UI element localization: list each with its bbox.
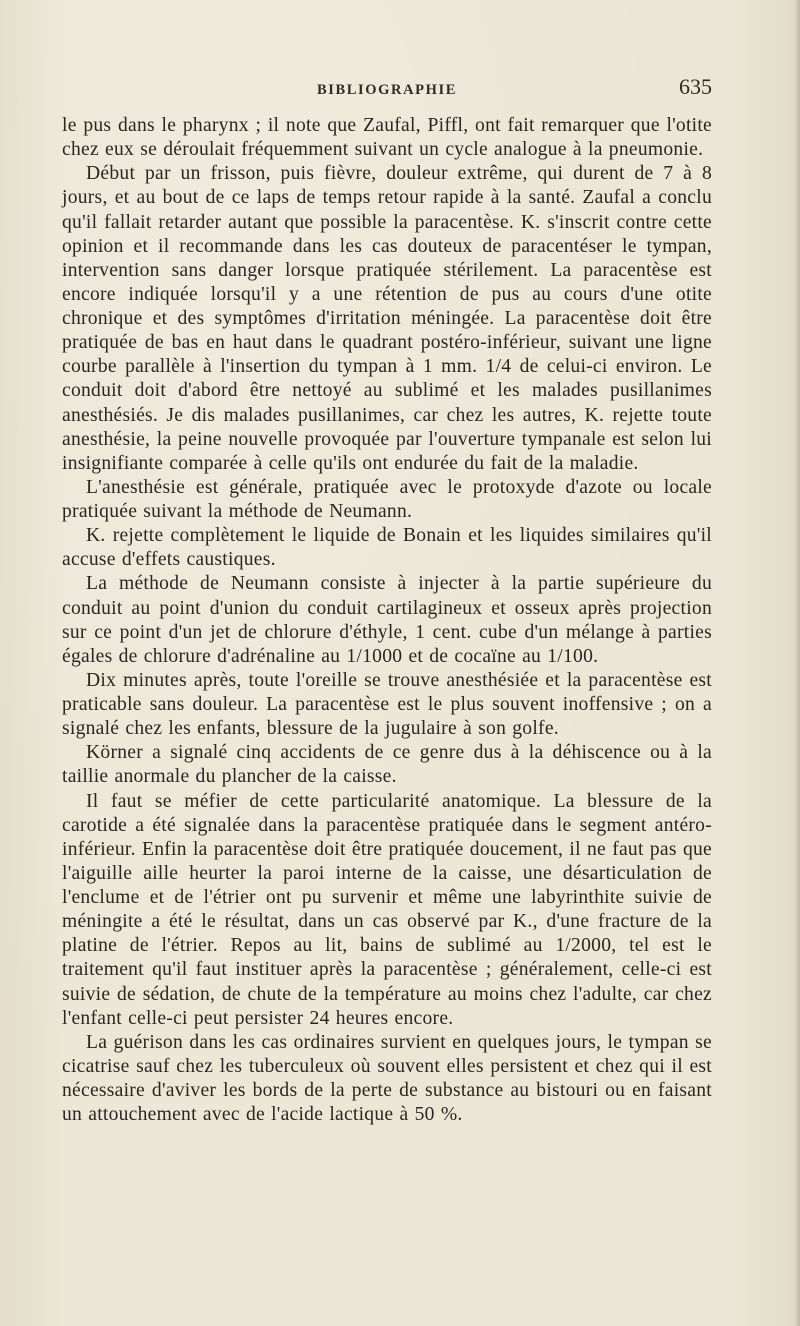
page-header xyxy=(62,72,712,106)
paragraph: L'anesthésie est générale, pratiquée avec le protoxyde d'azote ou locale pratiquée suivant la méthode de Neumann. xyxy=(62,476,712,522)
paragraph: Début par un frisson, puis fièvre, douleur extrême, qui durent de 7 à 8 jours, et au bout de ce laps de temps retour rapide à la santé. Zaufal a conclu qu'il fallait retarder autant que possible la paracentèse. K. s'inscrit contre cette opinion et il recommande dans les cas douteux de paracentéser le tympan, intervention sans danger lorsque pratiquée stérilement. La paracentèse est encore indiquée lorsqu'il y a une rétention de pus au cours d'une otite chronique et des symptômes d'irritation méningée. La paracentèse doit être pratiquée de bas en haut dans le quadrant postéro-inférieur, suivant une ligne courbe parallèle à l'insertion du tympan à 1 mm. 1/4 de celui-ci environ. Le conduit doit d'abord être nettoyé au sublimé et les malades pusillanimes anesthésiés. Je dis malades pusillanimes, car chez les autres, K. rejette toute anesthésie, la peine nouvelle provoquée par l'ouverture tympanale est selon lui insignifiante comparée à celle qu'ils ont endurée du fait de la maladie. xyxy=(62,163,712,474)
running-title: BIBLIOGRAPHIE xyxy=(316,82,458,98)
page-number: 635 xyxy=(679,74,712,99)
paragraph: Il faut se méfier de cette particularité anatomique. La blessure de la carotide a été signalée dans la paracentèse pratiquée dans le segment antéro-inférieur. Enfin la paracentèse doit être pratiquée doucement, il ne faut pas que l'aiguille aille heurter la paroi interne de la caisse, une désarticulation de l'enclume et de l'étrier ont pu survenir et même une labyrinthite suivie de méningite a été le résultat, dans un cas observé par K., d'une fracture de la platine de l'étrier. Repos au lit, bains de sublimé au 1/2000, tel est le traitement qu'il faut instituer après la paracentèse ; généralement, celle-ci est suivie de sédation, de chute de la température au moins chez l'adulte, car chez l'enfant celle-ci peut persister 24 heures encore. xyxy=(62,790,712,1029)
paragraph: Dix minutes après, toute l'oreille se trouve anesthésiée et la paracentèse est praticable sans douleur. La paracentèse est le plus souvent inoffensive ; on a signalé chez les enfants, blessure de la jugulaire à son golfe. xyxy=(62,669,712,740)
paragraph-continuation: le pus dans le pharynx ; il note que Zaufal, Piffl, ont fait remarquer que l'otite chez eux se déroulait fréquemment suivant un cycle analogue à la pneumonie. xyxy=(62,115,712,161)
page-edge-shadow xyxy=(794,0,800,1326)
body-text xyxy=(62,114,712,1127)
paragraph: Körner a signalé cinq accidents de ce genre dus à la déhiscence ou à la taillie anormale du plancher de la caisse. xyxy=(62,742,712,788)
paragraph: La guérison dans les cas ordinaires survient en quelques jours, le tympan se cicatrise sauf chez les tuberculeux où souvent elles persistent et chez qui il est nécessaire d'aviver les bords de la perte de substance au bistouri ou en faisant un attouchement avec de l'acide lactique à 50 %. xyxy=(62,1031,712,1126)
paragraph: K. rejette complètement le liquide de Bonain et les liquides similaires qu'il accuse d'effets caustiques. xyxy=(62,525,712,571)
paragraph: La méthode de Neumann consiste à injecter à la partie supérieure du conduit au point d'union du conduit cartilagineux et osseux après projection sur ce point d'un jet de chlorure d'éthyle, 1 cent. cube d'un mélange à parties égales de chlorure d'adrénaline au 1/1000 et de cocaïne au 1/100. xyxy=(62,573,712,667)
